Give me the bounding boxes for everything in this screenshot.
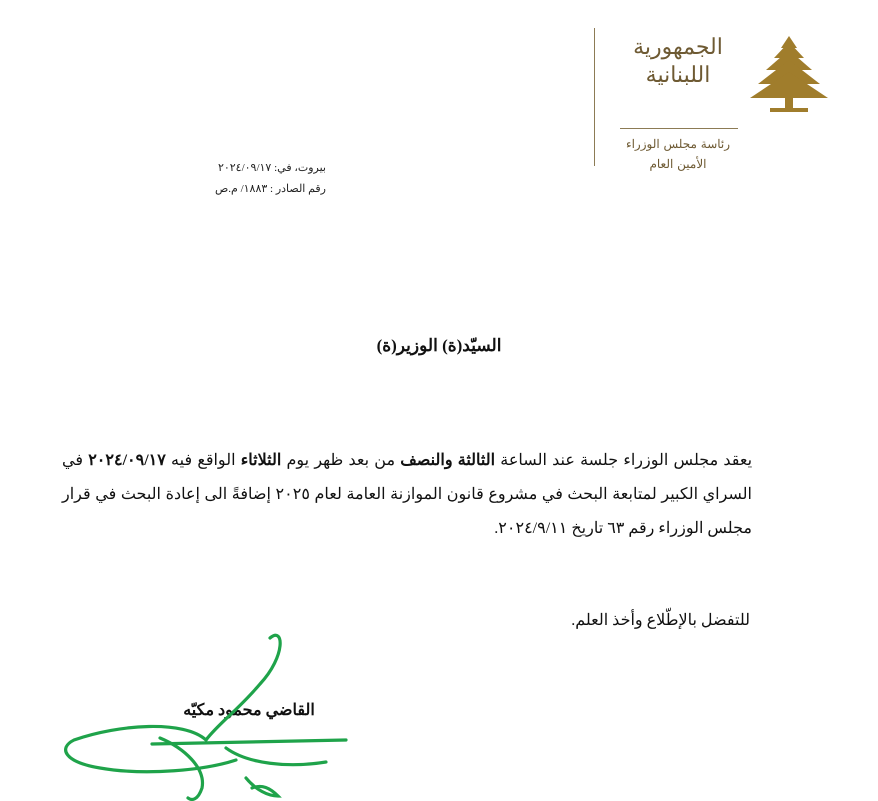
republic-line-1: الجمهورية (633, 35, 723, 60)
courtesy-line: للتفضل بالإطّلاع وأخذ العلم. (571, 612, 750, 629)
letterhead-divider (594, 28, 595, 166)
letterhead (594, 28, 830, 171)
meeting-date: ٢٠٢٤/٠٩/١٧ (88, 452, 166, 469)
republic-line-2: اللبنانية (645, 63, 711, 88)
letter-body (62, 444, 752, 546)
reference-number: رقم الصادر : ١٨٨٣/ م.ص (214, 183, 326, 195)
reference-block (66, 158, 326, 200)
meeting-time: الثالثة والنصف (400, 452, 496, 469)
body-text-3: الواقع فيه (165, 452, 241, 469)
body-text-1: يعقد مجلس الوزراء جلسة عند الساعة (495, 452, 753, 469)
cedar-tree-icon (748, 34, 830, 116)
signer-name: القاضي محمود مكيّه (183, 702, 315, 719)
republic-name (618, 34, 738, 90)
signature-icon (56, 628, 356, 801)
office-block (618, 134, 738, 174)
meeting-day: الثلاثاء (240, 452, 282, 469)
date-line: بيروت، في: ٢٠٢٤/٠٩/١٧ (217, 162, 326, 174)
office-name: رئاسة مجلس الوزراء (625, 137, 731, 151)
addressee: السيّد(ة) الوزير(ة) (376, 336, 502, 355)
office-sub: الأمين العام (649, 157, 707, 171)
body-text-4: في السراي الكبير لمتابعة البحث في مشروع قانون الموازنة العامة لعام ٢٠٢٥ إضافةً الى إعادة البحث في قرار مجلس الوزراء رقم ٦٣ تاريخ ٢٠٢٤/٩/١١. (62, 452, 752, 537)
body-text-2: من بعد ظهر يوم (281, 452, 401, 469)
letterhead-rule (620, 128, 738, 129)
